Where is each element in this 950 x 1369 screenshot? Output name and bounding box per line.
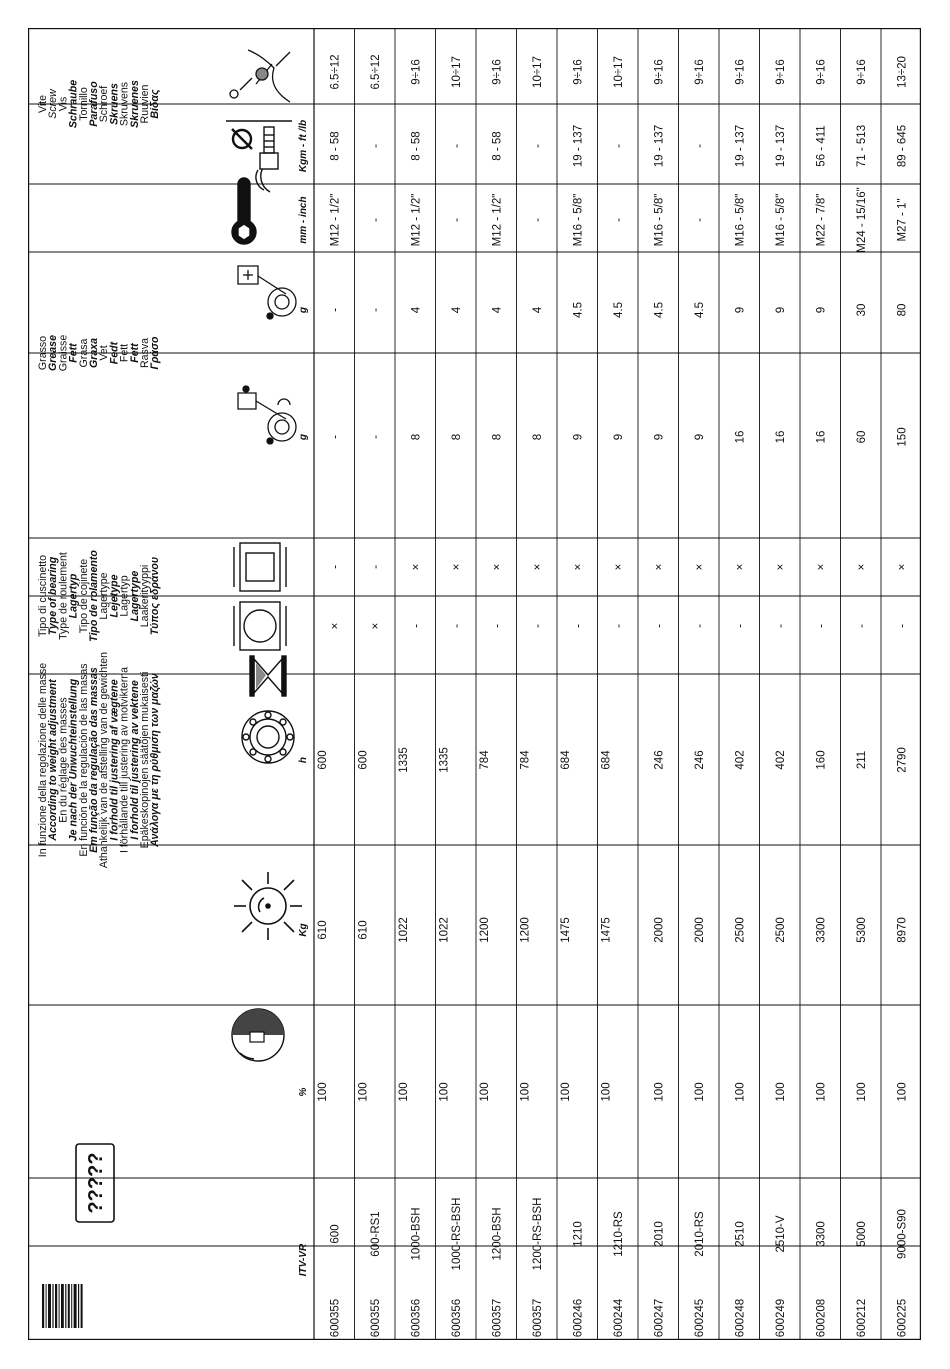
cell-thread: M16 - 5/8" [774, 193, 787, 247]
cell-thread: M16 - 5/8" [572, 193, 585, 247]
maintenance-table [28, 28, 921, 1340]
header-screw-line: Schroef [98, 85, 111, 123]
cell-weight: 2500 [734, 917, 747, 943]
cell-hours: 2790 [896, 747, 909, 773]
cell-grease-a: 16 [815, 430, 828, 444]
cell-thread: - [369, 218, 382, 222]
cell-roller: × [855, 563, 868, 571]
cell-grease-a: - [369, 435, 382, 439]
percent-dial-icon [232, 1009, 284, 1061]
header-screw-line: Schraube [67, 79, 80, 129]
header-adjustment-line: En du réglage des masses [57, 697, 70, 823]
cell-weight: 1022 [438, 917, 451, 943]
cell-grease-a: 9 [653, 433, 666, 441]
cell-percent: 100 [693, 1082, 706, 1102]
cell-grease-b: 30 [855, 303, 868, 317]
cell-stretch: 10÷17 [612, 56, 625, 88]
header-bearing-line: Lagertype [128, 570, 141, 622]
cell-percent: 100 [653, 1082, 666, 1102]
header-grease-line: Fett [128, 343, 141, 363]
cell-grease-b: 9 [774, 306, 787, 314]
cell-ball: × [329, 622, 342, 630]
table-cells [317, 54, 908, 1337]
header-grease-line: Fett [118, 343, 131, 363]
cell-code: 600248 [734, 1298, 747, 1338]
bolt-diameter-icon [226, 121, 292, 169]
cell-torque: 19 - 137 [572, 124, 585, 168]
cell-code: 600208 [815, 1298, 828, 1338]
column-units [298, 120, 309, 1276]
cell-roller: - [369, 565, 382, 569]
cell-torque: 71 - 513 [855, 124, 868, 168]
cell-roller: × [450, 563, 463, 571]
cell-weight: 1200 [479, 917, 491, 943]
cell-grease-b: 4 [531, 306, 544, 314]
cell-torque: 8 - 58 [410, 131, 423, 161]
ball-bearing-icon [234, 602, 286, 650]
cell-weight: 610 [317, 920, 329, 940]
header-screw-line: Βίδας [149, 89, 162, 119]
cell-weight: 2000 [653, 917, 666, 943]
cell-roller: × [572, 563, 585, 571]
table-grid [28, 29, 921, 1340]
cell-model: 1200-RS-BSH [531, 1197, 544, 1271]
cell-percent: 100 [560, 1082, 572, 1102]
unit-grease-a: g [298, 433, 309, 441]
cell-stretch: 9÷16 [855, 59, 868, 85]
cell-percent: 100 [855, 1082, 868, 1102]
cell-code: 600357 [531, 1298, 544, 1338]
cell-torque: 19 - 137 [653, 124, 666, 168]
header-icons [226, 50, 302, 1061]
cell-ball: - [653, 624, 666, 628]
cell-grease-b: 4.5 [612, 302, 625, 318]
cell-model: 5000 [855, 1221, 868, 1247]
header-bearing-line: Lagertyp [67, 573, 80, 619]
cell-model: 2510 [734, 1221, 747, 1247]
header-grease-line: Fedt [108, 341, 121, 365]
cell-grease-b: 4 [450, 306, 463, 314]
cell-roller: - [329, 565, 342, 569]
cell-weight: 1200 [519, 917, 532, 943]
cell-hours: 402 [734, 750, 747, 770]
cell-weight: 2000 [693, 917, 706, 943]
cell-percent: 100 [438, 1082, 451, 1102]
header-bearing-line: Type of bearing [47, 556, 60, 636]
cell-model: 600-RS1 [369, 1211, 382, 1257]
cell-stretch: 10÷17 [450, 56, 463, 88]
cell-stretch: 9÷16 [410, 59, 423, 85]
cell-code: 600356 [450, 1298, 463, 1338]
header-bearing-line: Tipo de cojinete [77, 558, 90, 634]
force-rotation-icon [234, 872, 302, 940]
header-adjustment-line: Ανάλογα με τη ρύθμιση των μαζών [149, 673, 162, 847]
cell-code: 600355 [369, 1298, 382, 1338]
cell-grease-a: 150 [896, 427, 909, 447]
cell-torque: - [693, 144, 706, 148]
header-screw-line: Skruenes [128, 80, 141, 128]
cell-model: 1000-RS-BSH [450, 1197, 463, 1271]
unit-hours: h [298, 756, 309, 764]
cell-model: 1210-RS [612, 1211, 625, 1257]
cell-grease-b: 4 [410, 306, 423, 314]
header-grease-line: Rasva [139, 337, 151, 369]
cell-code: 600355 [329, 1298, 342, 1338]
cell-stretch: 9÷16 [572, 59, 585, 85]
cell-model: 1000-BSH [410, 1207, 423, 1261]
cell-percent: 100 [815, 1082, 828, 1102]
bearing-hourglass-icon [242, 656, 294, 763]
header-adjustment-line: I förhållande till justering av motvikterna [118, 666, 131, 854]
cell-thread: - [531, 218, 544, 222]
cell-weight: 1475 [600, 917, 613, 943]
cell-grease-a: 60 [855, 430, 868, 444]
cell-grease-b: 4.5 [572, 302, 585, 318]
cell-grease-a: 9 [572, 433, 585, 441]
cell-grease-b: 4.5 [693, 302, 706, 318]
cell-thread: - [693, 218, 706, 222]
header-screw-line: Vis [57, 96, 70, 112]
cell-hours: 402 [774, 750, 787, 770]
cell-stretch: 9÷16 [653, 59, 666, 85]
cell-hours: 246 [653, 750, 666, 770]
cell-grease-a: 16 [774, 430, 787, 444]
cell-grease-b: - [329, 308, 342, 312]
cell-torque: - [369, 144, 382, 148]
cell-ball: - [693, 624, 706, 628]
cell-grease-a: 9 [693, 433, 706, 441]
unit-model: ITV-VR [298, 1243, 309, 1277]
cell-code: 600247 [653, 1298, 666, 1338]
header-adjustment-line: Je nach der Unwuchteinstellung [67, 678, 80, 842]
cell-ball: - [734, 624, 747, 628]
cell-grease-a: - [329, 435, 342, 439]
header-adjustment-line: En función de la regulación de las masas [77, 663, 90, 857]
cell-thread: M22 - 7/8" [815, 193, 828, 247]
header-adjustment-line: In funzione della regolazione delle masse [37, 662, 49, 858]
cell-torque: 8 - 58 [491, 131, 504, 161]
cell-hours: 784 [519, 750, 532, 770]
cell-grease-b: 9 [815, 306, 828, 314]
cell-ball: - [531, 624, 544, 628]
cell-grease-b: 9 [734, 306, 747, 314]
cell-ball: × [369, 622, 382, 630]
header-grease-line: Graxa [88, 337, 100, 369]
header-screw-line: Skruvens [118, 81, 131, 127]
cell-model: 9000-S90 [896, 1209, 909, 1259]
grease-gun-plus-icon [238, 266, 296, 319]
cell-thread: M16 - 5/8" [734, 193, 747, 247]
cell-torque: 19 - 137 [774, 124, 787, 168]
cell-roller: × [815, 563, 828, 571]
cell-model: 2010-RS [693, 1211, 706, 1257]
cell-thread: M24 - 15/16" [855, 187, 868, 253]
cell-torque: - [612, 144, 625, 148]
cell-percent: 100 [519, 1082, 532, 1102]
cell-grease-a: 8 [410, 433, 423, 441]
cell-code: 600246 [572, 1298, 585, 1338]
row-grid [314, 28, 921, 1340]
header-screw-line: Ruuvien [139, 84, 151, 124]
cell-grease-a: 8 [531, 433, 544, 441]
cell-ball: - [896, 624, 909, 628]
cell-thread: M27 - 1" [896, 198, 909, 242]
cell-percent: 100 [479, 1082, 491, 1102]
cell-ball: - [855, 624, 868, 628]
header-screw-line: Vite [37, 94, 49, 114]
roller-bearing-icon [234, 543, 286, 591]
cell-torque: 89 - 645 [896, 124, 909, 168]
cell-roller: × [693, 563, 706, 571]
header-grease-line: Vet [98, 345, 111, 361]
cell-roller: × [410, 563, 423, 571]
cell-grease-a: 8 [450, 433, 463, 441]
cell-code: 600357 [491, 1298, 504, 1338]
header-grease-line: Grasa [77, 338, 90, 368]
cell-weight: 3300 [815, 917, 828, 943]
cell-grease-b: 80 [896, 303, 909, 317]
cell-stretch: 9÷16 [491, 59, 504, 85]
barcode-icon [42, 1284, 83, 1328]
wrench-icon [232, 166, 270, 244]
cell-hours: 246 [693, 750, 706, 770]
header-bearing-line: Tipo di cuscinetto [37, 554, 49, 638]
cell-grease-b: 4 [491, 306, 504, 314]
cell-percent: 100 [398, 1082, 410, 1102]
cell-code: 600244 [612, 1298, 625, 1338]
cell-stretch: 6.5÷12 [369, 54, 382, 90]
cell-hours: 1335 [438, 747, 451, 773]
hand-stretch-icon [230, 50, 290, 102]
cell-torque: 8 - 58 [329, 131, 342, 161]
cell-weight: 2500 [774, 917, 787, 943]
header-adjustment-line: Em função da regulação das massas [88, 667, 100, 853]
unit-torque: Kgm - ft /lb [298, 119, 309, 173]
cell-percent: 100 [774, 1082, 787, 1102]
table-header [42, 1144, 114, 1328]
header-bearing-line: Lagertype [98, 572, 111, 620]
cell-grease-a: 9 [612, 433, 625, 441]
cell-roller: × [531, 563, 544, 571]
cell-roller: × [774, 563, 787, 571]
cell-torque: 19 - 137 [734, 124, 747, 168]
cell-roller: × [491, 563, 504, 571]
cell-weight: 8970 [896, 917, 909, 943]
cell-thread: M12 - 1/2" [491, 193, 504, 247]
cell-thread: - [612, 218, 625, 222]
cell-model: 1210 [572, 1221, 585, 1247]
cell-model: 3300 [815, 1221, 828, 1247]
header-adjustment-line: Athankelijk van de afstelling van de gewichten [98, 651, 111, 869]
cell-grease-b: - [369, 308, 382, 312]
cell-roller: × [734, 563, 747, 571]
cell-percent: 100 [896, 1082, 909, 1102]
unit-percent: % [298, 1087, 309, 1097]
cell-code: 600245 [693, 1298, 706, 1338]
cell-model: 1200-BSH [491, 1207, 504, 1261]
cell-weight: 1475 [560, 917, 572, 943]
model-label-glyph: ????? [85, 1152, 107, 1214]
cell-thread: - [450, 218, 463, 222]
cell-hours: 684 [560, 750, 572, 770]
cell-code: 600356 [410, 1298, 423, 1338]
header-grease-line: Fett [67, 343, 80, 363]
cell-weight: 5300 [855, 917, 868, 943]
cell-percent: 100 [317, 1082, 329, 1102]
cell-weight: 610 [357, 920, 370, 940]
unit-grease-b: g [298, 306, 309, 314]
cell-torque: 56 - 411 [815, 125, 828, 167]
cell-thread: M16 - 5/8" [653, 193, 666, 247]
cell-ball: - [450, 624, 463, 628]
cell-roller: × [653, 563, 666, 571]
header-grease-line: Grasso [37, 335, 49, 371]
header-adjustment-line: I forhold til justering av vektene [128, 680, 141, 840]
cell-ball: - [410, 624, 423, 628]
header-screw-line: Tornillo [77, 87, 90, 121]
cell-model: 2010 [653, 1221, 666, 1247]
unit-weight: Kg [298, 923, 309, 937]
header-bearing-line: Tipo de rolamento [88, 550, 100, 642]
cell-model: 2510-V [774, 1215, 787, 1253]
cell-ball: - [572, 624, 585, 628]
cell-hours: 784 [479, 750, 491, 770]
cell-stretch: 13÷20 [896, 56, 909, 88]
unit-thread: mm - inch [298, 196, 309, 244]
cell-thread: M12 - 1/2" [410, 193, 423, 247]
header-adjustment-line: Epäkeskopinojen säätöjen mukaisesti [139, 671, 151, 849]
cell-percent: 100 [734, 1082, 747, 1102]
cell-torque: - [450, 144, 463, 148]
header-grease-line: Graisse [57, 334, 70, 372]
cell-hours: 684 [600, 750, 613, 770]
header-screw-line: Screw [47, 89, 60, 119]
cell-ball: - [612, 624, 625, 628]
cell-stretch: 9÷16 [815, 59, 828, 85]
cell-grease-a: 16 [734, 430, 747, 444]
header-bearing-line: Lejetype [108, 574, 121, 618]
header-adjustment-line: According to weight adjustment [47, 679, 60, 841]
model-label-icon [76, 1144, 114, 1222]
cell-ball: - [774, 624, 787, 628]
cell-stretch: 9÷16 [693, 59, 706, 85]
cell-grease-a: 8 [491, 433, 504, 441]
cell-ball: - [815, 624, 828, 628]
cell-roller: × [612, 563, 625, 571]
header-screw-line: Parafuso [88, 81, 100, 127]
cell-hours: 160 [815, 750, 828, 770]
header-grease-line: Γράσο [149, 336, 162, 370]
cell-stretch: 10÷17 [531, 56, 544, 88]
header-bearing-line: Laakerityyppi [139, 564, 151, 628]
header-screw-line: Skruens [108, 83, 121, 125]
cell-torque: - [531, 144, 544, 148]
cell-stretch: 6.5÷12 [329, 54, 342, 90]
cell-hours: 1335 [398, 747, 410, 773]
cell-hours: 600 [317, 750, 329, 770]
header-adjustment-line: I forhold til justering af vægtene [108, 679, 121, 841]
cell-code: 600212 [855, 1298, 868, 1338]
header-bearing-line: Type de roulement [57, 552, 70, 640]
cell-weight: 1022 [398, 917, 410, 943]
maintenance-table-sheet [28, 28, 921, 1340]
cell-roller: × [896, 563, 909, 571]
cell-thread: M12 - 1/2" [329, 193, 342, 247]
cell-grease-b: 4.5 [653, 302, 666, 318]
header-texts [37, 80, 161, 868]
cell-model: 600 [329, 1224, 342, 1244]
cell-stretch: 9÷16 [774, 59, 787, 85]
cell-ball: - [491, 624, 504, 628]
header-bearing-line: Lagertyp [118, 575, 131, 617]
grease-gun-bearing-icon [238, 386, 296, 444]
cell-hours: 600 [357, 750, 370, 770]
cell-code: 600225 [896, 1298, 909, 1338]
header-bearing-line: Τύπος εδράνου [149, 556, 162, 636]
cell-stretch: 9÷16 [734, 59, 747, 85]
cell-percent: 100 [357, 1082, 370, 1102]
header-grease-line: Grease [47, 335, 60, 371]
cell-percent: 100 [600, 1082, 613, 1102]
cell-code: 600249 [774, 1298, 787, 1338]
cell-hours: 211 [855, 750, 868, 770]
